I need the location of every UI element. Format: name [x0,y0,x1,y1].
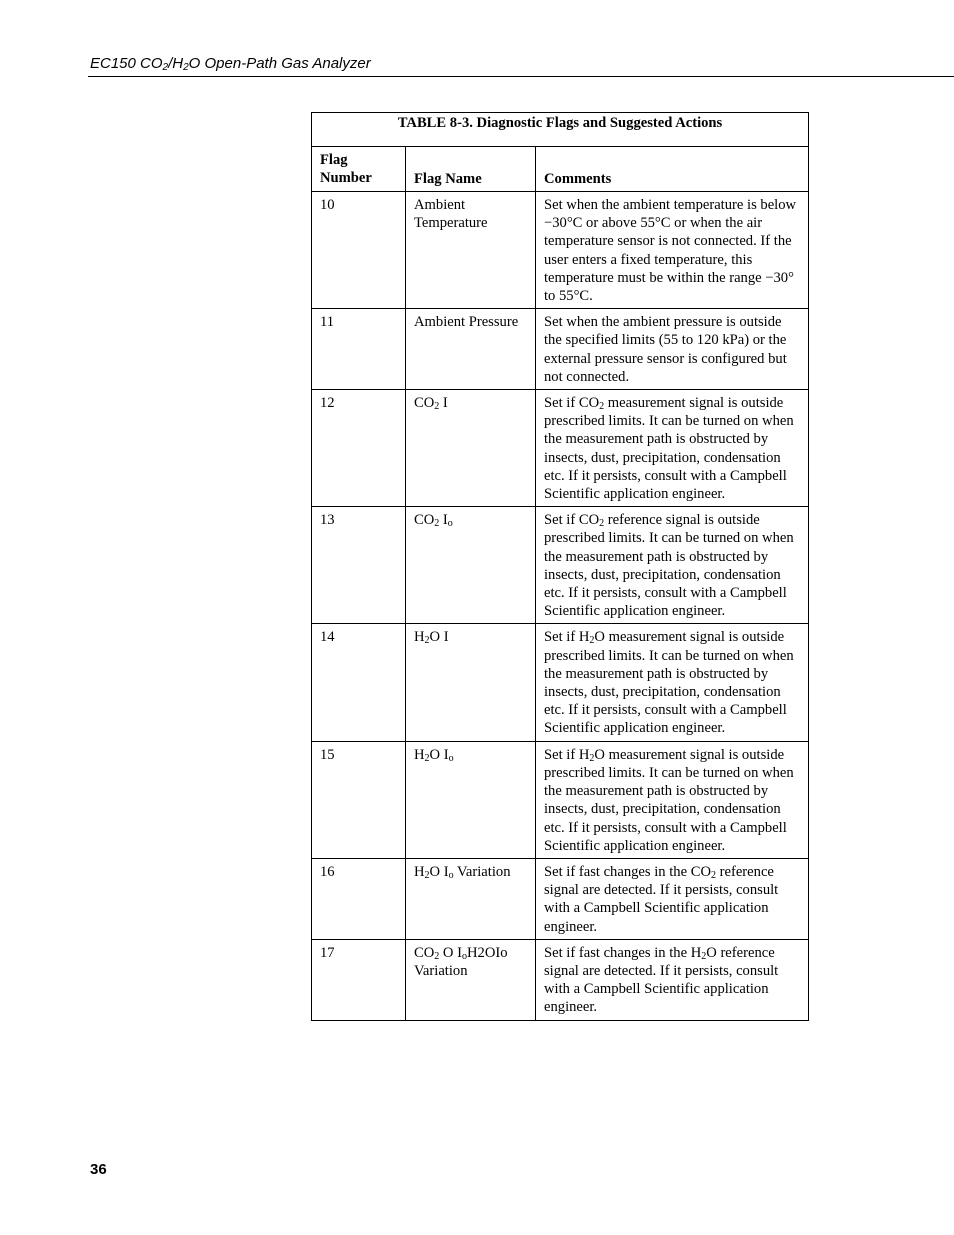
flag-name-text: O I [429,863,449,880]
flag-name-subscript: 2 [424,752,430,764]
flag-number: 15 [312,741,406,858]
flag-name-subscript: o [447,518,453,530]
table-caption-row [312,113,809,147]
flag-comment-text: O measurement signal is outside prescribed limits. It can be turned on when the measurement path is obstructed by insects, dust, precipitation, condensation etc. If it persists, consult with a Campbell Scientific application engineer. [544,629,794,737]
flag-comment [536,390,809,507]
header-rule [88,76,954,77]
flag-name-text: CO [414,512,435,529]
flag-name-text: H [414,863,425,880]
flag-name [406,390,536,507]
column-header-comments: Comments [536,147,809,192]
flag-name: Ambient Temperature [406,192,536,309]
flag-comment [536,507,809,624]
flag-comment-text: Set if fast changes in the H [544,944,702,961]
header-subscript: 2 [162,62,169,73]
flag-comment-subscript: 2 [701,950,707,962]
flag-comment-text: O reference signal are detected. If it persists, consult with a Campbell Scientific application engineer. [544,944,779,1016]
flag-name-text: H [414,746,425,763]
flag-comment-subscript: 2 [599,518,605,530]
flag-comment [536,741,809,858]
flag-name-text: O I [429,746,449,763]
column-header-flag-number [312,147,406,192]
flag-comment-text: Set if CO [544,512,600,529]
diagnostic-flags-table [311,112,809,1021]
flag-number: 13 [312,507,406,624]
flag-name [406,858,536,939]
column-header-flag-name: Flag Name [406,147,536,192]
flag-comment: Set when the ambient pressure is outside the specified limits (55 to 120 kPa) or the external pressure sensor is configured but not connected. [536,309,809,390]
flag-name-text: I [439,395,448,412]
table-row [312,507,809,624]
flag-name [406,741,536,858]
flag-name-subscript: 2 [424,635,430,647]
flag-comment-text: Set if CO [544,395,600,412]
flag-name-text: H [414,629,425,646]
flag-name-text: I [439,512,448,529]
table-row [312,624,809,741]
flag-comment-text: Set if fast changes in the CO [544,863,711,880]
flag-name-text: CO [414,944,435,961]
header-subscript: 2 [183,62,189,73]
flag-comment-subscript: 2 [599,401,605,413]
table-header-row [312,147,809,192]
flag-name-subscript: o [448,752,454,764]
flag-comment-subscript: 2 [589,635,595,647]
table-row [312,192,809,309]
flag-name: Ambient Pressure [406,309,536,390]
flag-name-subscript: o [461,950,467,962]
flag-name-text: CO [414,395,435,412]
flag-name-text: O I [439,944,462,961]
flag-name-subscript: 2 [434,401,440,413]
flag-name [406,624,536,741]
flag-name-subscript: o [448,869,454,881]
flag-comment-text: O measurement signal is outside prescribed limits. It can be turned on when the measurement path is obstructed by insects, dust, precipitation, condensation etc. If it persists, consult with a Campbell Scientific application engineer. [544,746,794,854]
flag-name-subscript: 2 [434,950,440,962]
flag-comment [536,858,809,939]
table-row [312,939,809,1020]
flag-comment-text: measurement signal is outside prescribed limits. It can be turned on when the measurement path is obstructed by insects, dust, precipitation, condensation etc. If it persists, consult with a Campbell Scientific application engineer. [544,395,794,503]
flag-number: 11 [312,309,406,390]
header-text: /H [168,55,184,72]
flag-comment-text: reference signal are detected. If it persists, consult with a Campbell Scientific application engineer. [544,863,779,935]
column-header-text: Flag [320,152,348,168]
flag-number: 16 [312,858,406,939]
flag-comment-text: reference signal is outside prescribed limits. It can be turned on when the measurement path is obstructed by insects, dust, precipitation, condensation etc. If it persists, consult with a Campbell Scientific application engineer. [544,512,794,620]
flag-name-text: O I [429,629,449,646]
table-row [312,741,809,858]
header-text: O Open-Path Gas Analyzer [188,55,371,72]
flag-name [406,939,536,1020]
table-row [312,390,809,507]
table-row [312,309,809,390]
table-caption: TABLE 8-3. Diagnostic Flags and Suggested Actions [312,113,809,147]
flag-comment-text: Set if H [544,629,590,646]
flag-name-text: Variation [453,863,511,880]
flag-number: 17 [312,939,406,1020]
table-row [312,858,809,939]
flag-comment [536,624,809,741]
flag-comment: Set when the ambient temperature is below −30°C or above 55°C or when the air temperature sensor is not connected. If the user enters a fixed temperature, this temperature must be within the range −30° to 55°C. [536,192,809,309]
flag-name-text: H2OIo Variation [414,944,508,979]
header-text: EC150 CO [90,55,163,72]
flag-comment-subscript: 2 [710,869,716,881]
flag-comment-subscript: 2 [589,752,595,764]
running-header [90,55,371,72]
flag-name-subscript: 2 [424,869,430,881]
flag-name-subscript: 2 [434,518,440,530]
column-header-text: Number [320,170,372,187]
flag-name [406,507,536,624]
flag-number: 10 [312,192,406,309]
flag-comment-text: Set if H [544,746,590,763]
flag-number: 12 [312,390,406,507]
flag-number: 14 [312,624,406,741]
flag-comment [536,939,809,1020]
page-number: 36 [90,1161,107,1178]
